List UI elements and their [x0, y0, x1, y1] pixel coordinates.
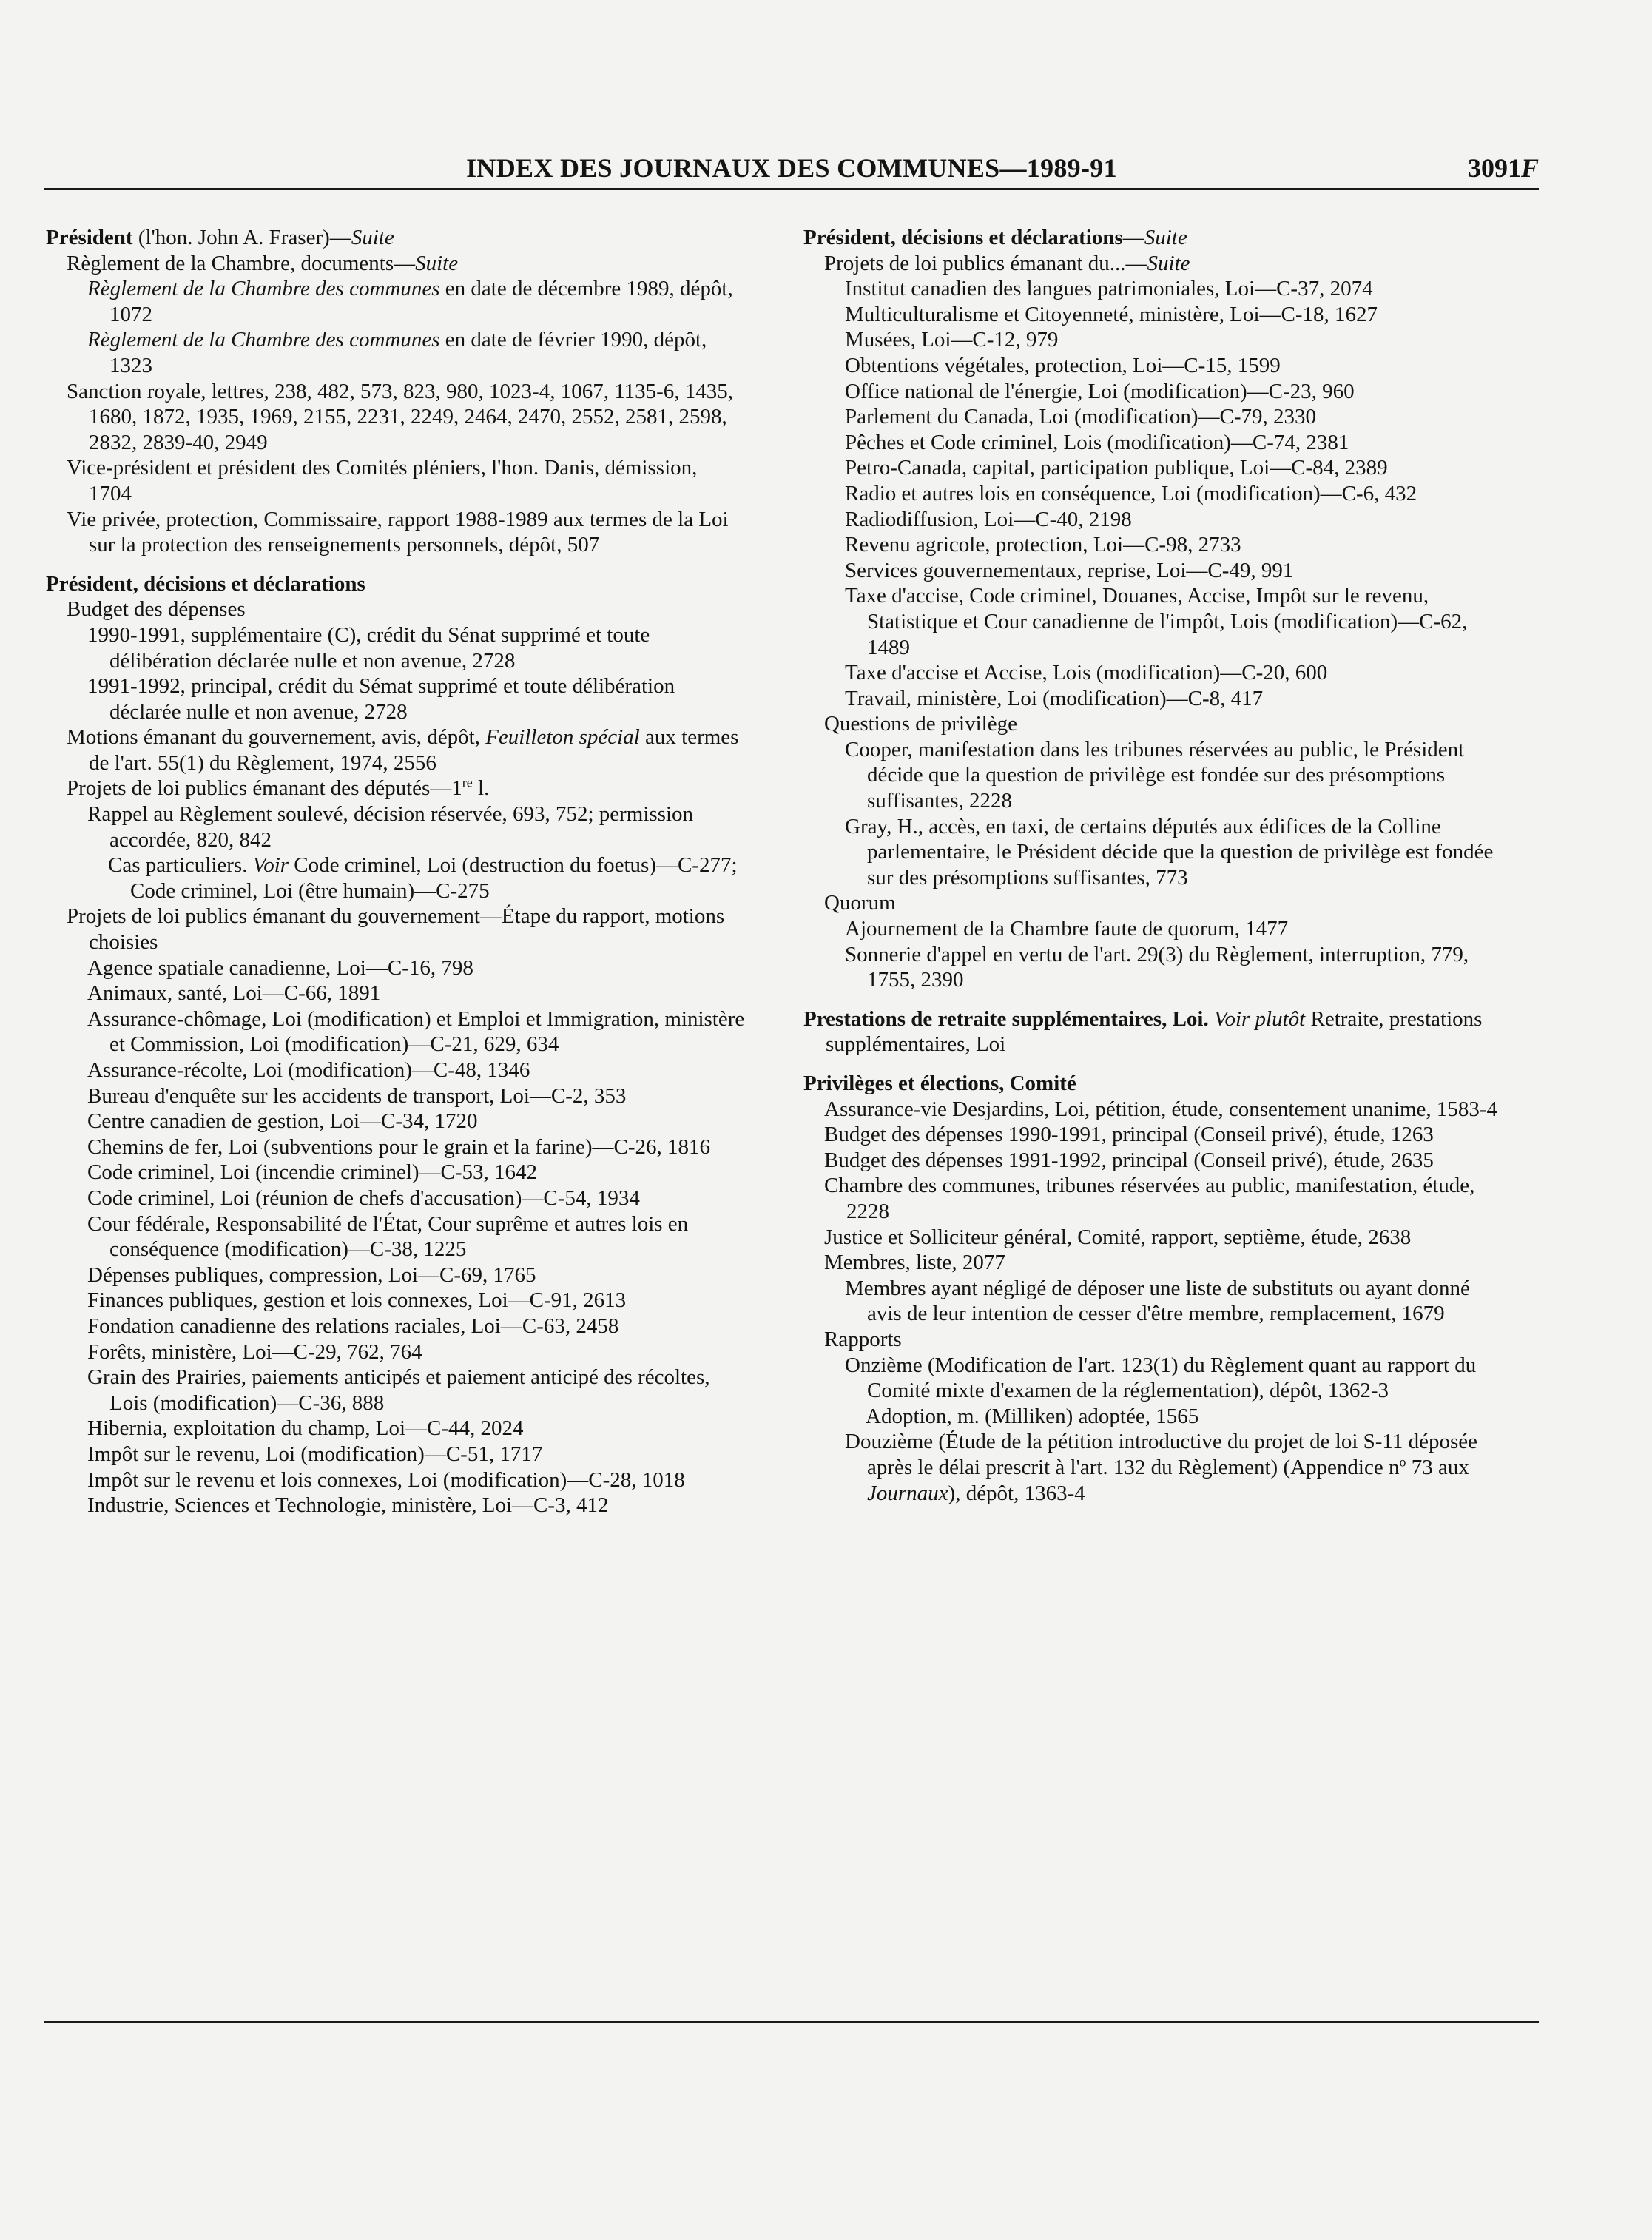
index-column-right [803, 225, 1503, 1506]
index-entry: Cour fédérale, Responsabilité de l'État, Cour suprême et autres lois en conséquence (modification)—C-38, 1225 [87, 1211, 689, 1262]
index-heading: Président, décisions et déclarations [46, 571, 365, 596]
index-entry: Grain des Prairies, paiements anticipés et paiement anticipé des récoltes, Lois (modification)—C-36, 888 [87, 1365, 710, 1415]
index-entry: Projets de loi publics émanant du gouvernement—Étape du rapport, motions choisies [67, 904, 725, 955]
index-entry: Chambre des communes, tribunes réservées au public, manifestation, étude, 2228 [824, 1174, 1475, 1223]
index-entry: Multiculturalisme et Citoyenneté, ministère, Loi—C-18, 1627 [845, 302, 1378, 326]
index-entry: Cooper, manifestation dans les tribunes réservées au public, le Président décide que la question de privilège est fondée sur des présomptions suffisantes, 2228 [845, 737, 1465, 813]
index-entry: Revenu agricole, protection, Loi—C-98, 2733 [845, 533, 1241, 557]
index-entry: Motions émanant du gouvernement, avis, dépôt, Feuilleton spécial aux termes de l'art. 55(1) du Règlement, 1974, 2556 [67, 725, 739, 775]
index-entry: Membres, liste, 2077 [824, 1251, 1005, 1275]
index-entry: Onzième (Modification de l'art. 123(1) du Règlement quant au rapport du Comité mixte d'examen de la réglementation), dépôt, 1362-3 [845, 1353, 1477, 1403]
page-number: 3091F [1467, 153, 1539, 183]
index-entry: Animaux, santé, Loi—C-66, 1891 [87, 981, 381, 1006]
index-entry: Taxe d'accise et Accise, Lois (modification)—C-20, 600 [845, 661, 1328, 685]
index-entry: Rappel au Règlement soulevé, décision réservée, 693, 752; permission accordée, 820, 842 [87, 802, 694, 852]
index-entry: 1991-1992, principal, crédit du Sémat supprimé et toute délibération déclarée nulle et non avenue, 2728 [87, 674, 675, 724]
index-entry: Services gouvernementaux, reprise, Loi—C-49, 991 [845, 558, 1294, 582]
index-entry: Membres ayant négligé de déposer une liste de substituts ou ayant donné avis de leur intention de cesser d'être membre, remplacement, 1679 [845, 1276, 1470, 1326]
index-entry: Petro-Canada, capital, participation publique, Loi—C-84, 2389 [845, 456, 1388, 480]
page-header [44, 152, 1539, 188]
index-entry: Adoption, m. (Milliken) adoptée, 1565 [866, 1404, 1199, 1428]
index-entry: Budget des dépenses [67, 597, 246, 622]
index-entry: Hibernia, exploitation du champ, Loi—C-44, 2024 [87, 1416, 524, 1441]
index-entry: Questions de privilège [824, 712, 1017, 736]
index-entry: Assurance-vie Desjardins, Loi, pétition, étude, consentement unanime, 1583-4 [824, 1097, 1498, 1121]
index-entry: 1990-1991, supplémentaire (C), crédit du Sénat supprimé et toute délibération déclarée nulle et non avenue, 2728 [87, 622, 650, 673]
index-entry: Obtentions végétales, protection, Loi—C-15, 1599 [845, 353, 1281, 377]
index-entry: Cas particuliers. Voir Code criminel, Loi (destruction du foetus)—C-277; Code criminel, Loi (être humain)—C-275 [108, 853, 738, 903]
index-entry: Gray, H., accès, en taxi, de certains députés aux édifices de la Colline parlementaire, le Président décide que la question de privilège est fondée sur des présomptions suffisantes, 773 [845, 814, 1494, 889]
index-entry: Forêts, ministère, Loi—C-29, 762, 764 [87, 1339, 422, 1364]
footer-rule [44, 2021, 1539, 2023]
index-entry: Vice-président et président des Comités pléniers, l'hon. Danis, démission, 1704 [67, 456, 698, 505]
index-entry: Assurance-récolte, Loi (modification)—C-48, 1346 [87, 1058, 530, 1082]
index-heading: Prestations de retraite supplémentaires, Loi. Voir plutôt Retraite, prestations supplémentaires, Loi [803, 1006, 1483, 1057]
index-entry: Quorum [824, 891, 896, 915]
index-entry: Musées, Loi—C-12, 979 [845, 328, 1059, 352]
index-entry: Impôt sur le revenu, Loi (modification)—C-51, 1717 [87, 1442, 543, 1466]
index-entry: Sanction royale, lettres, 238, 482, 573, 823, 980, 1023-4, 1067, 1135-6, 1435, 1680, 1872, 1935, 1969, 2155, 2231, 2249, 2464, 2470, 2552, 2581, 2598, 2832, 2839-40, 2949 [67, 379, 734, 454]
index-entry: Agence spatiale canadienne, Loi—C-16, 798 [87, 955, 473, 980]
index-entry: Code criminel, Loi (réunion de chefs d'accusation)—C-54, 1934 [87, 1185, 640, 1210]
index-entry: Code criminel, Loi (incendie criminel)—C-53, 1642 [87, 1160, 538, 1185]
index-entry: Rapports [824, 1327, 902, 1351]
index-entry: Finances publiques, gestion et lois connexes, Loi—C-91, 2613 [87, 1288, 627, 1313]
index-entry: Règlement de la Chambre des communes en date de février 1990, dépôt, 1323 [87, 328, 707, 377]
index-entry: Dépenses publiques, compression, Loi—C-69, 1765 [87, 1262, 536, 1287]
index-entry: Chemins de fer, Loi (subventions pour le grain et la farine)—C-26, 1816 [87, 1134, 711, 1159]
header-rule [44, 188, 1539, 190]
index-heading: Privilèges et élections, Comité [803, 1072, 1076, 1095]
index-entry: Vie privée, protection, Commissaire, rapport 1988-1989 aux termes de la Loi sur la protection des renseignements personnels, dépôt, 507 [67, 507, 729, 557]
index-entry: Radio et autres lois en conséquence, Loi (modification)—C-6, 432 [845, 481, 1417, 505]
index-entry: Président (l'hon. John A. Fraser)—Suite [46, 226, 394, 249]
index-entry: Projets de loi publics émanant des députés—1re l. [67, 775, 490, 801]
index-entry: Ajournement de la Chambre faute de quorum, 1477 [845, 917, 1289, 941]
page-title: INDEX DES JOURNAUX DES COMMUNES—1989-91 [466, 153, 1117, 183]
index-entry: Pêches et Code criminel, Lois (modification)—C-74, 2381 [845, 430, 1349, 454]
index-heading: Président, décisions et déclarations—Suite [803, 226, 1187, 249]
index-entry: Sonnerie d'appel en vertu de l'art. 29(3) du Règlement, interruption, 779, 1755, 2390 [845, 942, 1469, 992]
index-entry: Assurance-chômage, Loi (modification) et Emploi et Immigration, ministère et Commission, Loi (modification)—C-21, 629, 634 [87, 1006, 745, 1057]
index-entry: Radiodiffusion, Loi—C-40, 2198 [845, 507, 1132, 531]
index-entry: Règlement de la Chambre des communes en date de décembre 1989, dépôt, 1072 [87, 277, 733, 326]
index-entry: Fondation canadienne des relations raciales, Loi—C-63, 2458 [87, 1314, 619, 1338]
index-entry: Industrie, Sciences et Technologie, ministère, Loi—C-3, 412 [87, 1493, 609, 1518]
index-entry: Budget des dépenses 1990-1991, principal (Conseil privé), étude, 1263 [824, 1123, 1434, 1147]
index-entry: Taxe d'accise, Code criminel, Douanes, Accise, Impôt sur le revenu, Statistique et Cour canadienne de l'impôt, Lois (modification)—C-62, 1489 [845, 584, 1468, 659]
index-entry: Règlement de la Chambre, documents—Suite [67, 251, 459, 275]
index-entry: Impôt sur le revenu et lois connexes, Loi (modification)—C-28, 1018 [87, 1467, 685, 1492]
index-entry: Justice et Solliciteur général, Comité, rapport, septième, étude, 2638 [824, 1225, 1412, 1249]
index-column-left [46, 225, 745, 1518]
index-entry: Institut canadien des langues patrimoniales, Loi—C-37, 2074 [845, 277, 1373, 301]
index-entry: Projets de loi publics émanant du...—Suite [824, 251, 1190, 275]
index-entry: Douzième (Étude de la pétition introductive du projet de loi S-11 déposée après le délai prescrit à l'art. 132 du Règlement) (Appendice $n^o$ 73 aux Journaux), dépôt, 1363-4 [845, 1430, 1477, 1505]
index-entry: Parlement du Canada, Loi (modification)—C-79, 2330 [845, 405, 1317, 429]
index-entry: Centre canadien de gestion, Loi—C-34, 1720 [87, 1109, 478, 1134]
index-entry: Bureau d'enquête sur les accidents de transport, Loi—C-2, 353 [87, 1083, 627, 1108]
index-entry: Budget des dépenses 1991-1992, principal (Conseil privé), étude, 2635 [824, 1148, 1434, 1172]
index-entry: Travail, ministère, Loi (modification)—C-8, 417 [845, 686, 1264, 710]
index-entry: Office national de l'énergie, Loi (modification)—C-23, 960 [845, 379, 1355, 403]
